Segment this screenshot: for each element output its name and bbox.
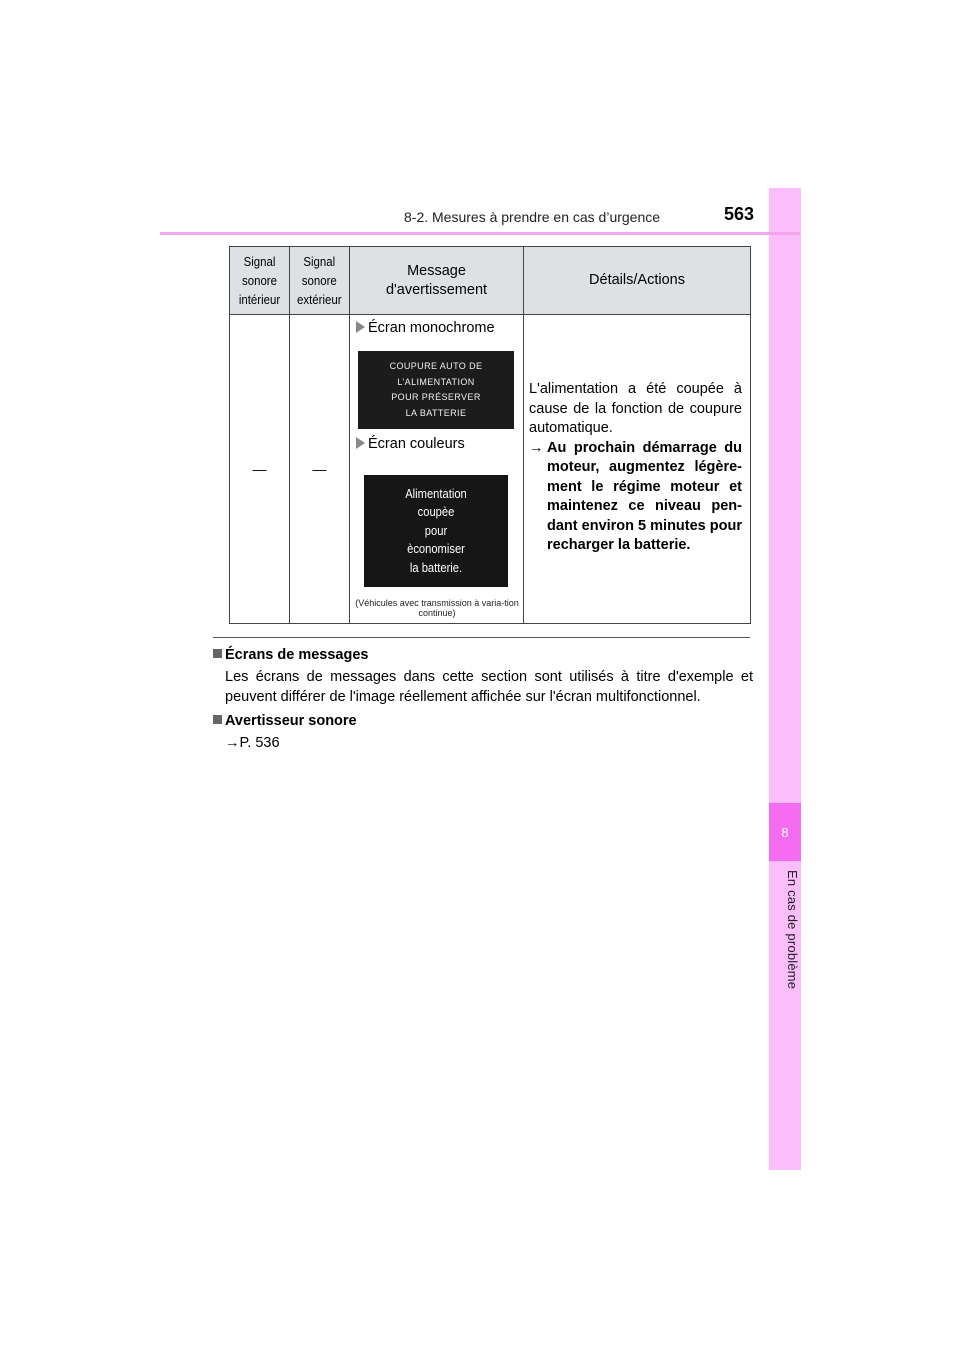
section-divider	[213, 637, 750, 638]
note-title: Écrans de messages	[213, 645, 753, 665]
note-body: Les écrans de messages dans cette section sont utilisés à titre d'exemple et peuvent différer de l'image réellement affichée sur l'écran multifonctionnel.	[225, 669, 753, 705]
color-display-image: Alimentation coupèe pour èconomiser la batterie.	[364, 475, 508, 587]
header-divider	[160, 232, 800, 235]
chapter-side-label: En cas de problème	[785, 870, 800, 990]
square-bullet-icon	[213, 715, 222, 724]
table-header-row	[230, 247, 751, 315]
page-number: 563	[724, 204, 755, 224]
header-interior-signal: Signal sonore intérieur	[230, 247, 290, 315]
interior-signal-cell: —	[230, 315, 290, 624]
chapter-side-tab	[769, 188, 801, 1170]
warning-message-cell	[350, 315, 524, 624]
action-text: → Au prochain démarrage du moteur, augmentez légère-ment le régime moteur et maintenez ce niveau pen-dant environ 5 minutes pour recharger la batterie.	[529, 439, 742, 553]
details-text: L'alimentation a été coupée à cause de la fonction de coupure automatique.	[529, 381, 742, 436]
warning-message-table	[229, 246, 751, 624]
page-reference-link[interactable]: →P. 536	[225, 735, 280, 751]
note-buzzer	[213, 711, 753, 753]
arrow-right-icon: →	[529, 439, 544, 456]
monochrome-display-image: COUPURE AUTO DE L’ALIMENTATION POUR PRÉSERVER LA BATTERIE	[358, 351, 514, 429]
triangle-bullet-icon	[356, 437, 365, 449]
triangle-bullet-icon	[356, 321, 365, 333]
header-warning-message: Message d'avertissement	[350, 247, 524, 315]
arrow-right-icon: →	[225, 735, 240, 751]
square-bullet-icon	[213, 649, 222, 658]
note-title: Avertisseur sonore	[213, 711, 753, 731]
chapter-number-badge: 8	[769, 803, 801, 861]
color-screen-label: Écran couleurs	[356, 436, 465, 452]
exterior-signal-cell: —	[290, 315, 350, 624]
vehicle-note: (Véhicules avec transmission à varia-tion continue)	[355, 598, 519, 618]
header-details-actions: Détails/Actions	[524, 247, 751, 315]
table-row	[230, 315, 751, 624]
note-message-screens	[213, 645, 753, 707]
mono-screen-label: Écran monochrome	[356, 320, 495, 336]
details-actions-cell	[524, 315, 751, 624]
header-exterior-signal: Signal sonore extérieur	[290, 247, 350, 315]
section-header-title: 8-2. Mesures à prendre en cas d’urgence	[404, 209, 661, 225]
